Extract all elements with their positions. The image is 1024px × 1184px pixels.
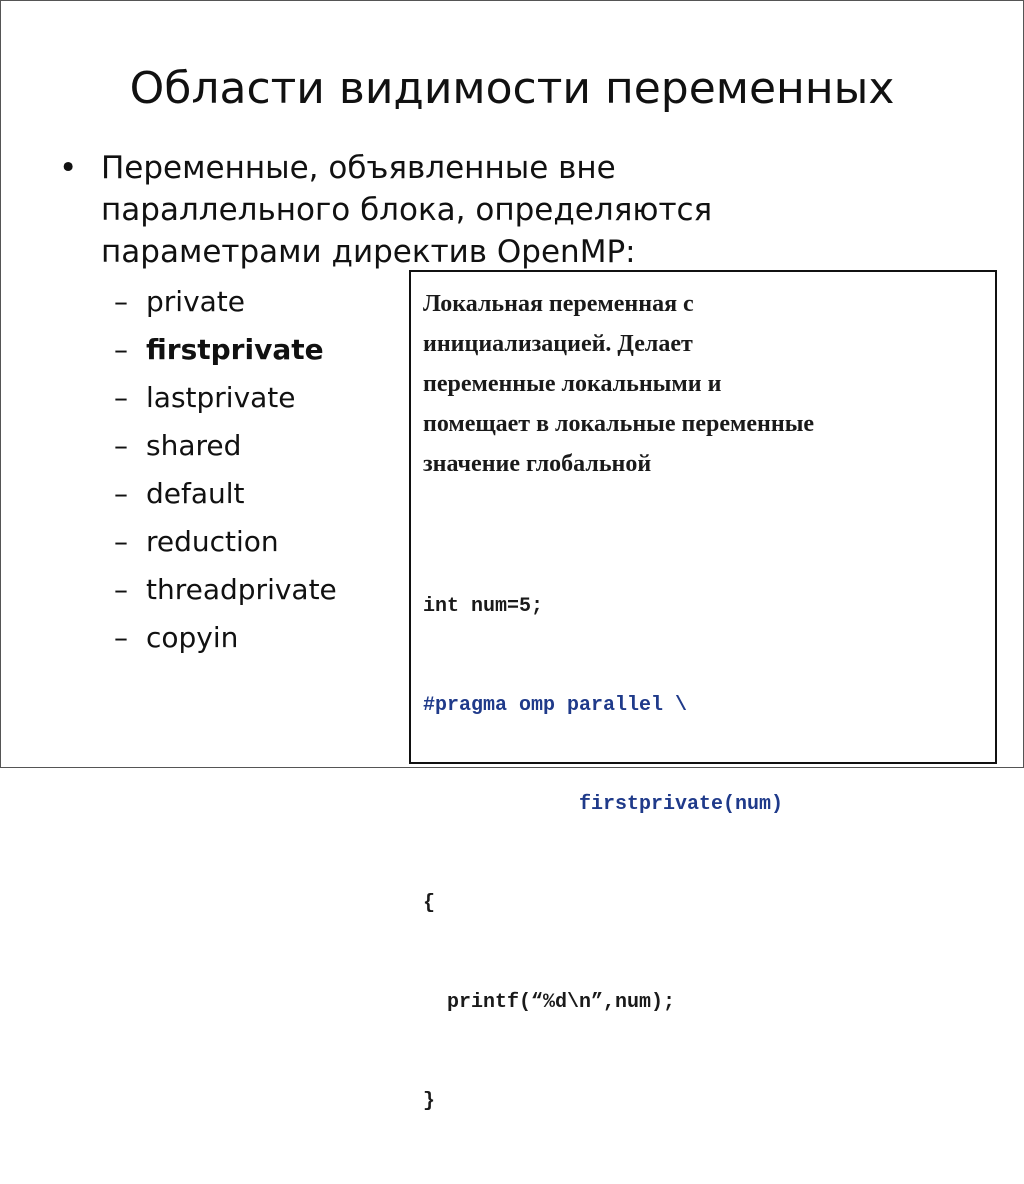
description-line: переменные локальными и: [423, 371, 722, 397]
code-line: int num=5;: [423, 595, 544, 618]
dash-marker: –: [114, 429, 128, 462]
code-line: firstprivate(num): [423, 793, 784, 816]
directive-list: [114, 278, 404, 662]
description-line: Локальная переменная с: [423, 291, 694, 317]
directive-item-reduction: [114, 518, 404, 566]
directive-label: firstprivate: [146, 333, 324, 366]
slide-title: Области видимости переменных: [129, 63, 895, 114]
directive-label: threadprivate: [146, 573, 337, 606]
dash-marker: –: [114, 525, 128, 558]
directive-item-copyin: [114, 614, 404, 662]
bullet-marker: •: [59, 150, 78, 186]
directive-label: lastprivate: [146, 381, 296, 414]
bullet-text: [101, 147, 881, 273]
code-line: #pragma omp parallel \: [423, 694, 688, 717]
bullet-line: параметрами директив OpenMP:: [101, 234, 636, 270]
dash-marker: –: [114, 621, 128, 654]
bullet-line: параллельного блока, определяются: [101, 192, 713, 228]
description-line: помещает в локальные переменные: [423, 411, 815, 437]
directive-item-threadprivate: [114, 566, 404, 614]
code-example: [423, 524, 983, 1184]
code-line: }: [423, 1090, 436, 1113]
directive-label: shared: [146, 429, 242, 462]
info-description: [423, 284, 983, 484]
dash-marker: –: [114, 285, 128, 318]
directive-item-firstprivate: [114, 326, 404, 374]
directive-item-lastprivate: [114, 374, 404, 422]
directive-item-default: [114, 470, 404, 518]
directive-label: default: [146, 477, 245, 510]
firstprivate-info-box: [409, 270, 997, 1113]
description-line: значение глобальной: [423, 451, 652, 477]
code-line: {: [423, 892, 436, 915]
code-line: printf(“%d\n”,num);: [423, 991, 676, 1014]
dash-marker: –: [114, 573, 128, 606]
dash-marker: –: [114, 381, 128, 414]
directive-label: reduction: [146, 525, 279, 558]
description-line: инициализацией. Делает: [423, 331, 693, 357]
directive-label: copyin: [146, 621, 239, 654]
dash-marker: –: [114, 333, 128, 366]
bullet-line: Переменные, объявленные вне: [101, 150, 616, 186]
directive-label: private: [146, 285, 245, 318]
dash-marker: –: [114, 477, 128, 510]
directive-item-shared: [114, 422, 404, 470]
directive-item-private: [114, 278, 404, 326]
